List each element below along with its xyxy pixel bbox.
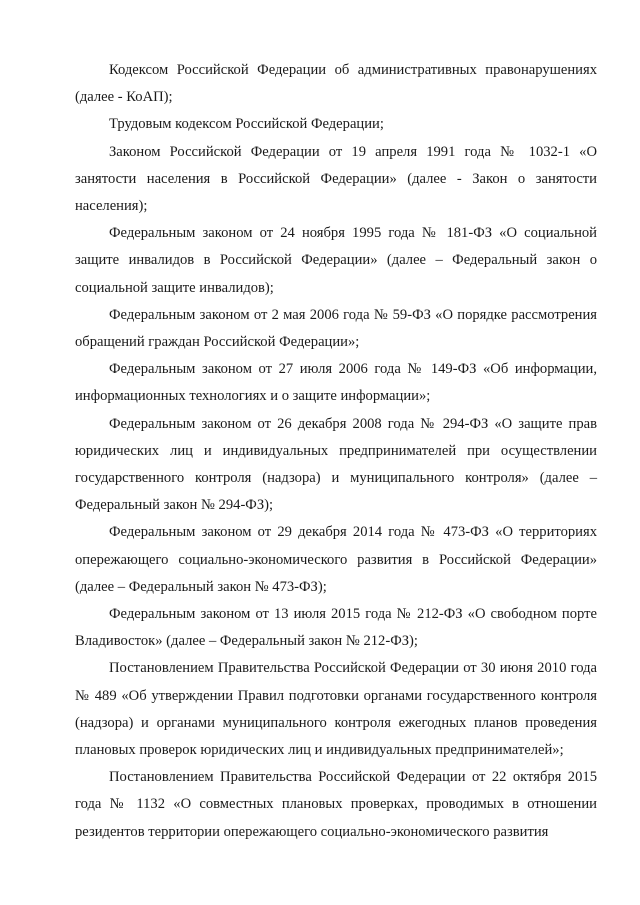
paragraph-294-fz: Федеральным законом от 26 декабря 2008 года № 294-ФЗ «О защите прав юридических лиц и индивидуальных предпринимателей при осуществлении государственного контроля (надзора) и муниципального контроля» (далее – Федеральный закон № 294-ФЗ); — [75, 415, 597, 514]
paragraph-citizen-appeals-law: Федеральным законом от 2 мая 2006 года № 59-ФЗ «О порядке рассмотрения обращений граждан Российской Федерации»; — [75, 306, 597, 351]
paragraph-212-fz: Федеральным законом от 13 июля 2015 года № 212-ФЗ «О свободном порте Владивосток» (далее – Федеральный закон № 212-ФЗ); — [75, 606, 597, 650]
paragraph-labor-code: Трудовым кодексом Российской Федерации; — [109, 116, 384, 133]
document-body — [75, 57, 597, 846]
paragraph-resolution-489: Постановлением Правительства Российской Федерации от 30 июня 2010 года № 489 «Об утверждении Правил подготовки органами государственного контроля (надзора) и органами муниципального контроля ежегодных планов проведения плановых проверок юридических лиц и индивидуальных предпринимателей»; — [75, 660, 597, 759]
paragraph-koap: Кодексом Российской Федерации об административных правонарушениях (далее - КоАП); — [75, 62, 597, 106]
paragraph-employment-law: Законом Российской Федерации от 19 апреля 1991 года № 1032-1 «О занятости населения в Российской Федерации» (далее - Закон о занятости населения); — [75, 143, 597, 215]
paragraph-resolution-1132: Постановлением Правительства Российской Федерации от 22 октября 2015 года № 1132 «О совместных плановых проверках, проводимых в отношении резидентов территории опережающего социально-экономического развития — [75, 769, 597, 840]
paragraph-disabled-protection-law: Федеральным законом от 24 ноября 1995 года № 181-ФЗ «О социальной защите инвалидов в Российской Федерации» (далее – Федеральный закон о социальной защите инвалидов); — [75, 225, 597, 296]
paragraph-473-fz: Федеральным законом от 29 декабря 2014 года № 473-ФЗ «О территориях опережающего социально-экономического развития в Российской Федерации» (далее – Федеральный закон № 473-ФЗ); — [75, 524, 597, 595]
paragraph-information-law: Федеральным законом от 27 июля 2006 года № 149-ФЗ «Об информации, информационных технологиях и о защите информации»; — [75, 361, 597, 405]
